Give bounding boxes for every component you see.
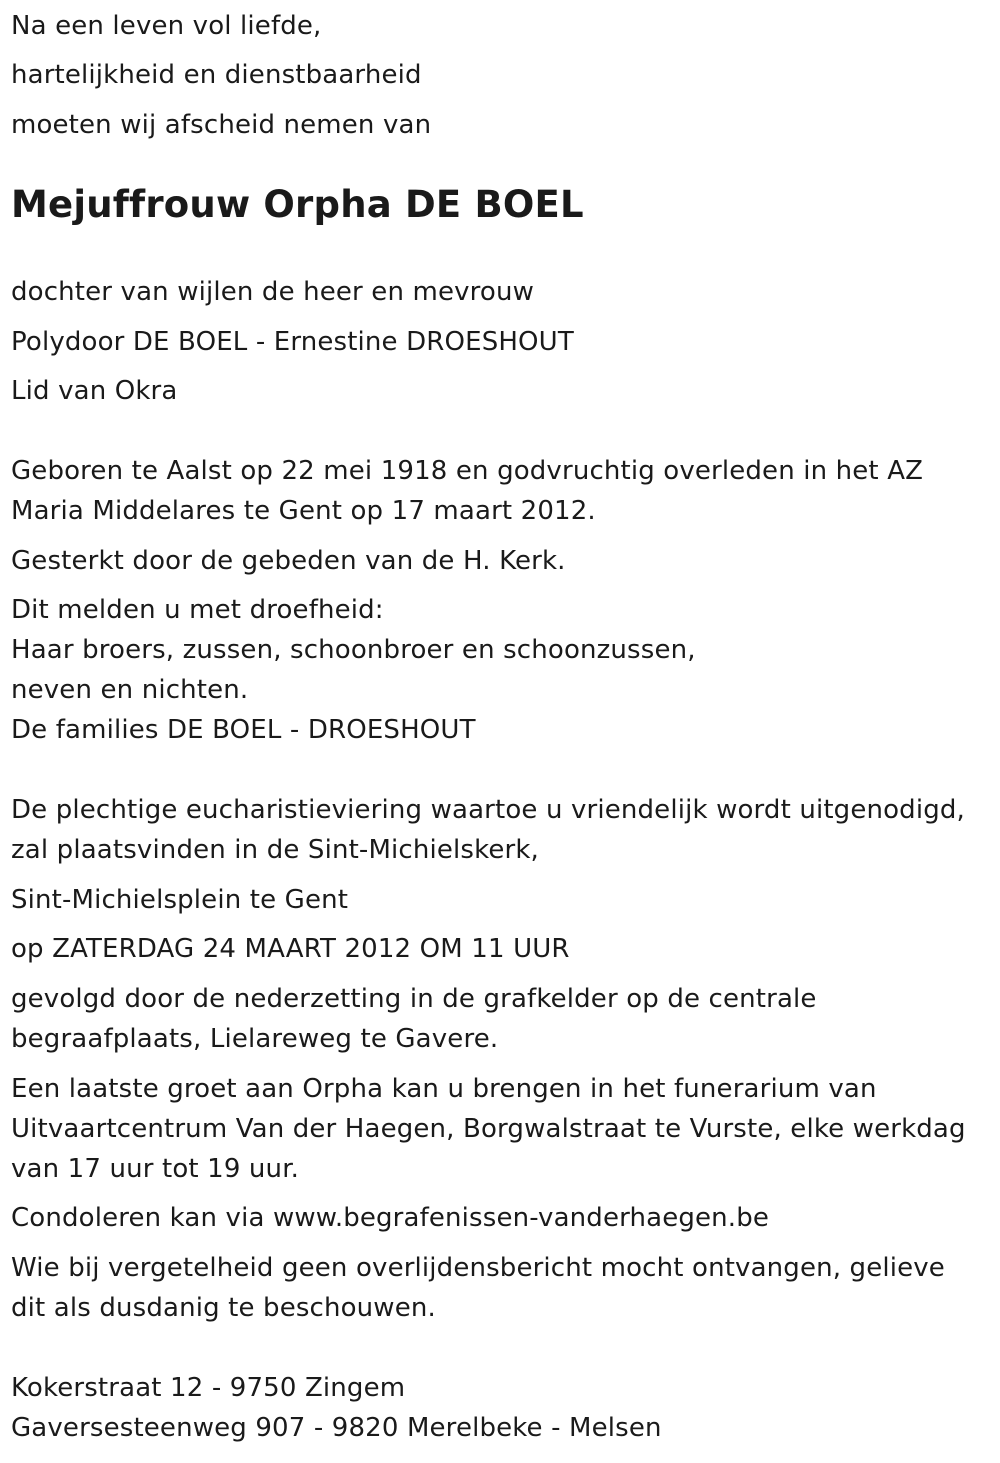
mourners-line-3: neven en nichten.: [11, 675, 249, 705]
notice-line-2: dit als dusdanig te beschouwen.: [11, 1293, 436, 1323]
condolence-line: Condoleren kan via www.begrafenissen-vanderhaegen.be: [11, 1203, 769, 1233]
visitation-line-1: Een laatste groet aan Orpha kan u brengen in het funerarium van: [11, 1074, 877, 1104]
sacrament-line: Gesterkt door de gebeden van de H. Kerk.: [11, 546, 566, 576]
address-line-2: Gaversesteenweg 907 - 9820 Merelbeke - Melsen: [11, 1413, 662, 1443]
mourners-line-2: Haar broers, zussen, schoonbroer en schoonzussen,: [11, 635, 696, 665]
intro-line-1: Na een leven vol liefde,: [11, 11, 322, 41]
parents-line-2: Polydoor DE BOEL - Ernestine DROESHOUT: [11, 327, 574, 357]
birth-death-line-1: Geboren te Aalst op 22 mei 1918 en godvruchtig overleden in het AZ: [11, 456, 924, 486]
mourners-line-4: De families DE BOEL - DROESHOUT: [11, 715, 476, 745]
ceremony-datetime: op ZATERDAG 24 MAART 2012 OM 11 UUR: [11, 934, 570, 964]
birth-death-line-2: Maria Middelares te Gent op 17 maart 2012.: [11, 496, 596, 526]
visitation-line-2: Uitvaartcentrum Van der Haegen, Borgwalstraat te Vurste, elke werkdag: [11, 1114, 966, 1144]
deceased-name: Mejuffrouw Orpha DE BOEL: [11, 183, 584, 226]
burial-line-2: begraafplaats, Lielareweg te Gavere.: [11, 1024, 499, 1054]
mourners-line-1: Dit melden u met droefheid:: [11, 595, 384, 625]
ceremony-line-2: zal plaatsvinden in de Sint-Michielskerk,: [11, 835, 539, 865]
ceremony-line-1: De plechtige eucharistieviering waartoe u vriendelijk wordt uitgenodigd,: [11, 795, 965, 825]
membership-line: Lid van Okra: [11, 376, 178, 406]
notice-line-1: Wie bij vergetelheid geen overlijdensbericht mocht ontvangen, gelieve: [11, 1253, 945, 1283]
intro-line-3: moeten wij afscheid nemen van: [11, 110, 432, 140]
burial-line-1: gevolgd door de nederzetting in de grafkelder op de centrale: [11, 984, 817, 1014]
address-line-1: Kokerstraat 12 - 9750 Zingem: [11, 1373, 406, 1403]
parents-line-1: dochter van wijlen de heer en mevrouw: [11, 277, 535, 307]
intro-line-2: hartelijkheid en dienstbaarheid: [11, 60, 422, 90]
visitation-line-3: van 17 uur tot 19 uur.: [11, 1154, 300, 1184]
ceremony-location: Sint-Michielsplein te Gent: [11, 885, 349, 915]
